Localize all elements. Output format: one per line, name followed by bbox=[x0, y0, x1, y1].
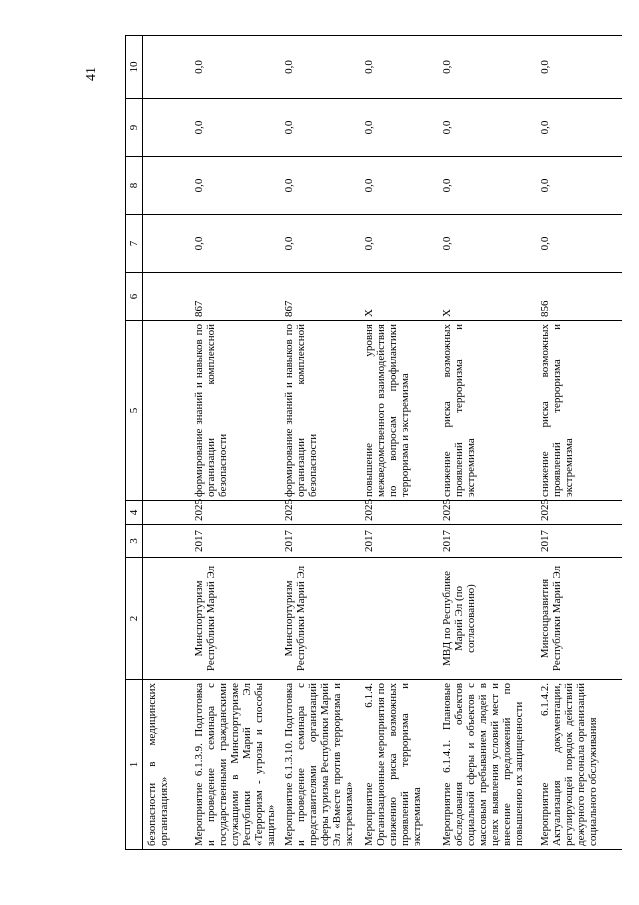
value-cell bbox=[143, 157, 190, 215]
header-row bbox=[126, 36, 143, 850]
value-cell: 0,0 bbox=[438, 36, 536, 99]
end-year-cell: 2025 bbox=[280, 501, 360, 525]
value-cell: 0,0 bbox=[360, 99, 438, 157]
rotated-page-content bbox=[125, 36, 620, 850]
column-header: 3 bbox=[126, 525, 143, 558]
end-year-cell: 2025 bbox=[438, 501, 536, 525]
start-year-cell: 2017 bbox=[438, 525, 536, 558]
executor-cell bbox=[143, 558, 190, 680]
value-cell bbox=[143, 36, 190, 99]
result-cell: снижение риска возможных проявлений терроризма и экстремизма bbox=[536, 321, 622, 501]
table-row bbox=[536, 36, 622, 850]
value-cell: 0,0 bbox=[360, 157, 438, 215]
result-cell: формирование знаний и навыков по организации комплексной безопасности bbox=[280, 321, 360, 501]
column-header: 5 bbox=[126, 321, 143, 501]
code-cell: 856 bbox=[536, 273, 622, 321]
page-number: 41 bbox=[84, 67, 99, 81]
column-header: 1 bbox=[126, 680, 143, 850]
value-cell: 0,0 bbox=[438, 99, 536, 157]
table-row bbox=[143, 36, 190, 850]
result-cell: снижение риска возможных проявлений терроризма и экстремизма bbox=[438, 321, 536, 501]
activity-cell: Мероприятие 6.1.4.2. Актуализация документации, регулирующей порядок действий дежурного персонала организаций социального обслуживания bbox=[536, 680, 622, 850]
code-cell: Х bbox=[360, 273, 438, 321]
result-cell bbox=[143, 321, 190, 501]
code-cell: 867 bbox=[280, 273, 360, 321]
value-cell: 0,0 bbox=[536, 36, 622, 99]
start-year-cell: 2017 bbox=[360, 525, 438, 558]
executor-cell: Минспортуризм Республики Марий Эл bbox=[280, 558, 360, 680]
value-cell: 0,0 bbox=[438, 157, 536, 215]
value-cell: 0,0 bbox=[280, 99, 360, 157]
column-header: 7 bbox=[126, 215, 143, 273]
code-cell bbox=[143, 273, 190, 321]
value-cell: 0,0 bbox=[190, 99, 280, 157]
activity-cell: Мероприятие 6.1.4.1. Плановые обследования объектов социальной сферы и объектов с массовым пребыванием людей в целях выявления условий мест и внесение предложений по повышению их защищенности bbox=[438, 680, 536, 850]
end-year-cell: 2025 bbox=[360, 501, 438, 525]
activity-cell: Мероприятие 6.1.3.9. Подготовка и проведение семинара с государственными гражданскими служащими в Минспортуризме Республики Марий Эл «Терроризм - угрозы и способы защиты» bbox=[190, 680, 280, 850]
value-cell: 0,0 bbox=[190, 215, 280, 273]
value-cell: 0,0 bbox=[190, 157, 280, 215]
value-cell: 0,0 bbox=[190, 36, 280, 99]
code-cell: Х bbox=[438, 273, 536, 321]
activity-cell: безопасности в медицинских организациях» bbox=[143, 680, 190, 850]
program-activities-table bbox=[125, 35, 622, 850]
value-cell: 0,0 bbox=[280, 215, 360, 273]
executor-cell: МВД по Республике Марий Эл (по согласованию) bbox=[438, 558, 536, 680]
start-year-cell: 2017 bbox=[280, 525, 360, 558]
column-header: 8 bbox=[126, 157, 143, 215]
column-header: 4 bbox=[126, 501, 143, 525]
start-year-cell: 2017 bbox=[536, 525, 622, 558]
executor-cell: Минспортуризм Республики Марий Эл bbox=[190, 558, 280, 680]
table-row bbox=[438, 36, 536, 850]
column-header: 2 bbox=[126, 558, 143, 680]
column-header: 10 bbox=[126, 36, 143, 99]
value-cell: 0,0 bbox=[536, 157, 622, 215]
value-cell bbox=[143, 215, 190, 273]
start-year-cell: 2017 bbox=[190, 525, 280, 558]
value-cell: 0,0 bbox=[360, 36, 438, 99]
end-year-cell: 2025 bbox=[190, 501, 280, 525]
table-row bbox=[280, 36, 360, 850]
table-row bbox=[190, 36, 280, 850]
executor-cell bbox=[360, 558, 438, 680]
value-cell: 0,0 bbox=[536, 99, 622, 157]
column-header: 9 bbox=[126, 99, 143, 157]
end-year-cell: 2025 bbox=[536, 501, 622, 525]
start-year-cell bbox=[143, 525, 190, 558]
value-cell: 0,0 bbox=[280, 36, 360, 99]
value-cell: 0,0 bbox=[280, 157, 360, 215]
executor-cell: Минсоцразвития Республики Марий Эл bbox=[536, 558, 622, 680]
value-cell: 0,0 bbox=[438, 215, 536, 273]
activity-cell: Мероприятие 6.1.4. Организационные мероприятия по снижению риска возможных проявлений терроризма и экстремизма bbox=[360, 680, 438, 850]
value-cell: 0,0 bbox=[536, 215, 622, 273]
code-cell: 867 bbox=[190, 273, 280, 321]
column-header: 6 bbox=[126, 273, 143, 321]
value-cell: 0,0 bbox=[360, 215, 438, 273]
value-cell bbox=[143, 99, 190, 157]
end-year-cell bbox=[143, 501, 190, 525]
activity-cell: Мероприятие 6.1.3.10. Подготовка и проведение семинара с представителями организаций сферы туризма Республики Марий Эл «Вместе против терроризма и экстремизма» bbox=[280, 680, 360, 850]
table-row bbox=[360, 36, 438, 850]
result-cell: формирование знаний и навыков по организации комплексной безопасности bbox=[190, 321, 280, 501]
result-cell: повышение уровня межведомственного взаимодействия по вопросам профилактики терроризма и экстремизма bbox=[360, 321, 438, 501]
